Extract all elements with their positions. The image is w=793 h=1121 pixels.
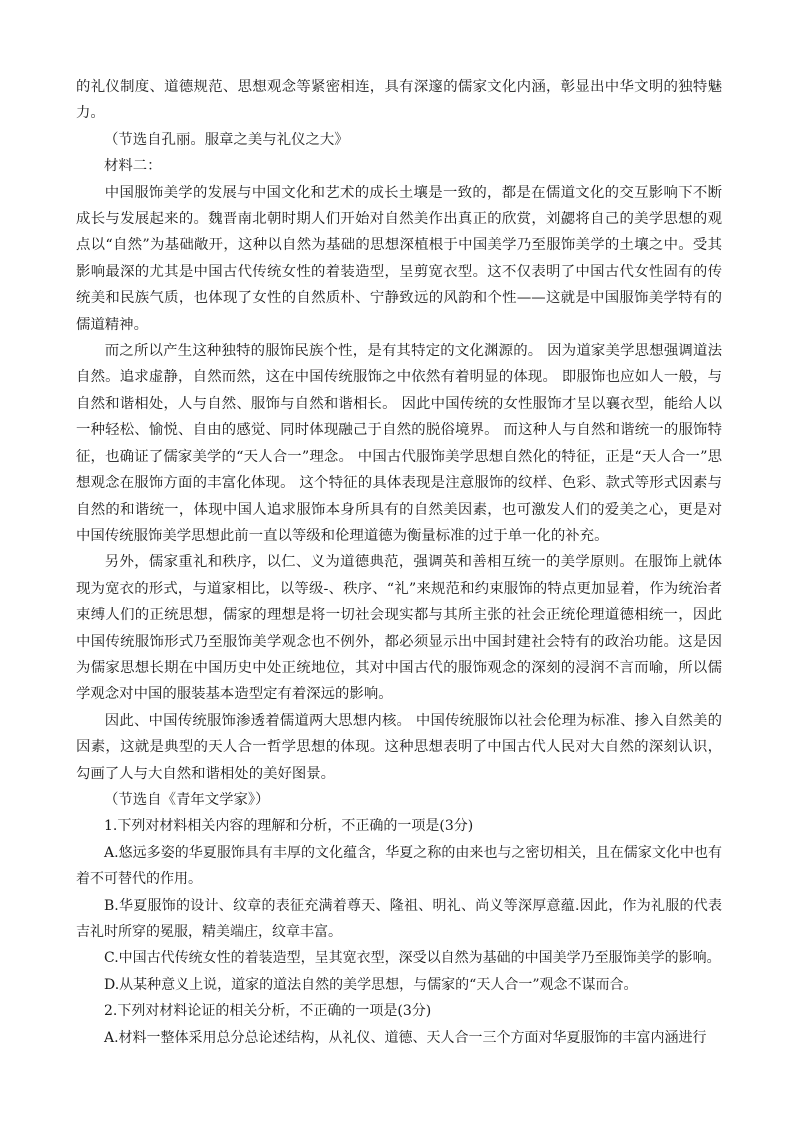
material2-label: 材料二： [104, 158, 162, 175]
material2-paragraph: 另外，儒家重礼和秩序，以仁、义为道德典范，强调英和善相互统一的美学原则。在服饰上就体现为宽衣的形式，与道家相比，以等级-、秩序、“礼”来规范和约束服饰的特点更加显着，作为统治者束缚人们的正统思想，儒家的理想是将一切社会现实都与其所主张的社会正统伦理道德相统一，因此中国传统服饰形式乃至服饰美学观念也不例外，都必须显示出中国封建社会特有的政治功能。这是因为儒家思想长期在中国历史中处正统地位，其对中国古代的服饰观念的深刻的浸润不言而喻，所以儒学观念对中国的服装基本造型定有着深远的影响。 [76, 554, 722, 703]
material2-paragraph: 中国服饰美学的发展与中国文化和艺术的成长土壤是一致的，都是在儒道文化的交互影响下不断成长与发展起来的。魏晋南北朝时期人们开始对自然美作出真正的欣赏，刘勰将自己的美学思想的观点以“自然”为基础敞开，这种以自然为基础的思想深植根于中国美学乃至服饰美学的土壤之中。受其影响最深的尤其是中国古代传统女性的着装造型，呈剪宽衣型。这不仅表明了中国古代女性固有的传统美和民族气质，也体现了女性的自然质朴、宁静致远的风韵和个性——这就是中国服饰美学特有的儒道精神。 [76, 184, 722, 333]
question-2-option-a: A.材料一整体采用总分总论述结构，从礼仪、道德、天人合一三个方面对华夏服饰的丰富内涵进行 [104, 1029, 707, 1046]
material1-tail: 的礼仪制度、道德规范、思想观念等紧密相连，具有深邃的儒家文化内涵，彰显出中华文明的独特魅力。 [76, 79, 722, 122]
document-page [76, 74, 722, 1051]
source-citation-2: （节选自《青年文学家》） [104, 791, 270, 808]
question-2: 2.下列对材料论证的相关分析，不正确的一项是(3分) [104, 1003, 432, 1020]
question-1-option-b: B.华夏服饰的设计、纹章的表征充满着尊天、隆祖、明礼、尚义等深厚意蕴.因此，作为礼服的代表吉礼时所穿的冕服，精美端庄，纹章丰富。 [76, 897, 722, 940]
material2-paragraph: 而之所以产生这种独特的服饰民族个性，是有其特定的文化渊源的。 因为道家美学思想强调道法自然。追求虚静，自然而然，这在中国传统服饰之中依然有着明显的体现。 即服饰也应如人一般，与自然和谐相处，人与自然、服饰与自然和谐相长。 因此中国传统的女性服饰才呈以襄衣型，能给人以一种轻松、愉悦、自由的感觉、同时体现融己于自然的脱俗境界。 而这种人与自然和谐统一的服饰特征，也确证了儒家美学的“天人合一”理念。 中国古代服饰美学思想自然化的特征，正是“天人合一”思想观念在服饰方面的丰富化体现。 这个特征的具体表现是注意服饰的纹样、色彩、款式等形式因素与自然的和谐统一，体现中国人追求服饰本身所具有的自然美因素，也可激发人们的爱美之心，更是对中国传统服饰美学思想此前一直以等级和伦理道德为衡量标准的过于单一化的补充。 [76, 343, 722, 544]
question-1-option-d: D.从某种意义上说，道家的道法自然的美学思想，与儒家的“天人合一”观念不谋而合。 [104, 976, 638, 993]
material2-paragraph: 因此、中国传统服饰渗透着儒道两大思想内核。 中国传统服饰以社会伦理为标准、掺入自然美的因素，这就是典型的天人合一哲学思想的体现。这种思想表明了中国古代人民对大自然的深刻认识，勾画了人与大自然和谐相处的美好图景。 [76, 712, 722, 782]
source-citation-1: （节选自孔丽。服章之美与礼仪之大》 [104, 131, 349, 148]
question-1-option-c: C.中国古代传统女性的着装造型，呈其宽衣型，深受以自然为基础的中国美学乃至服饰美学的影响。 [104, 950, 721, 967]
question-1: 1.下列对材料相关内容的理解和分析，不正确的一项是(3分) [104, 818, 474, 835]
question-1-option-a: A.悠远多姿的华夏服饰具有丰厚的文化蕴含，华夏之称的由来也与之密切相关，且在儒家文化中也有着不可替代的作用。 [76, 844, 722, 888]
